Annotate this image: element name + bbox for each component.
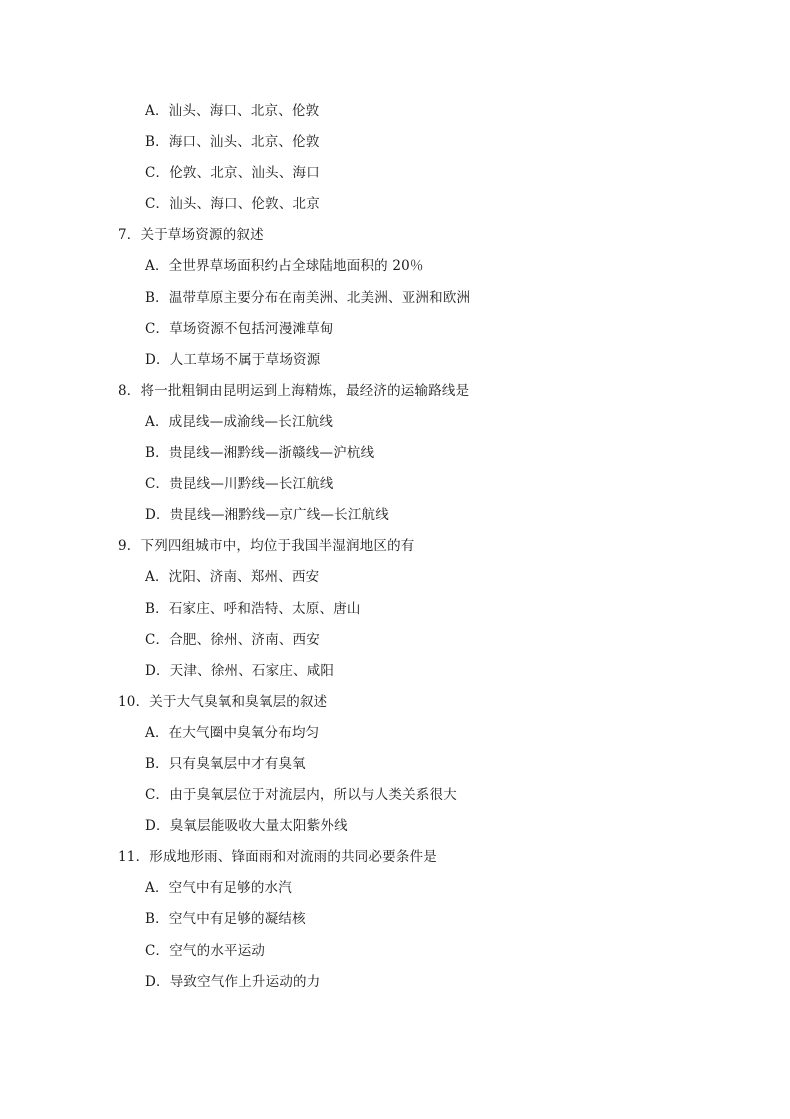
question-8-stem: 8．将一批粗铜由昆明运到上海精炼，最经济的运输路线是 xyxy=(118,382,470,399)
question-7-option-d: D．人工草场不属于草场资源 xyxy=(145,351,321,368)
question-10-option-d: D．臭氧层能吸收大量太阳紫外线 xyxy=(145,818,348,835)
question-8-option-d: D．贵昆线—湘黔线—京广线—长江航线 xyxy=(145,507,389,524)
option-c: C．伦敦、北京、汕头、海口 xyxy=(145,165,320,182)
question-9-option-d: D．天津、徐州、石家庄、咸阳 xyxy=(145,662,335,679)
question-11-stem: 11．形成地形雨、锋面雨和对流雨的共同必要条件是 xyxy=(118,849,437,866)
question-10-option-c: C．由于臭氧层位于对流层内，所以与人类关系很大 xyxy=(145,787,457,804)
question-11-option-a: A．空气中有足够的水汽 xyxy=(145,880,292,897)
question-8-option-c: C．贵昆线—川黔线—长江航线 xyxy=(145,476,334,493)
question-11-option-c: C．空气的水平运动 xyxy=(145,942,266,959)
question-10-option-a: A．在大气圈中臭氧分布均匀 xyxy=(145,724,320,741)
question-7-stem: 7．关于草场资源的叙述 xyxy=(118,227,264,244)
question-7-option-b: B．温带草原主要分布在南美洲、北美洲、亚洲和欧洲 xyxy=(145,289,471,306)
question-7-option-c: C．草场资源不包括河漫滩草甸 xyxy=(145,320,334,337)
question-10-stem: 10．关于大气臭氧和臭氧层的叙述 xyxy=(118,693,328,710)
question-9-option-c: C．合肥、徐州、济南、西安 xyxy=(145,631,320,648)
question-10-option-b: B．只有臭氧层中才有臭氧 xyxy=(145,755,306,772)
question-8-option-b: B．贵昆线—湘黔线—浙赣线—沪杭线 xyxy=(145,445,375,462)
question-7-option-a: A．全世界草场面积约占全球陆地面积的 20％ xyxy=(145,258,424,275)
question-9-option-a: A．沈阳、济南、郑州、西安 xyxy=(145,569,320,586)
question-11-option-d: D．导致空气作上升运动的力 xyxy=(145,973,321,990)
question-8-option-a: A．成昆线—成渝线—长江航线 xyxy=(145,413,334,430)
question-list xyxy=(0,96,790,998)
question-9-stem: 9．下列四组城市中，均位于我国半湿润地区的有 xyxy=(118,538,415,555)
question-11-option-b: B．空气中有足够的凝结核 xyxy=(145,911,306,928)
option-b: B．海口、汕头、北京、伦敦 xyxy=(145,134,320,151)
question-9-option-b: B．石家庄、呼和浩特、太原、唐山 xyxy=(145,600,361,617)
option-c-repeat: C．汕头、海口、伦敦、北京 xyxy=(145,196,320,213)
option-a: A．汕头、海口、北京、伦敦 xyxy=(145,103,320,119)
